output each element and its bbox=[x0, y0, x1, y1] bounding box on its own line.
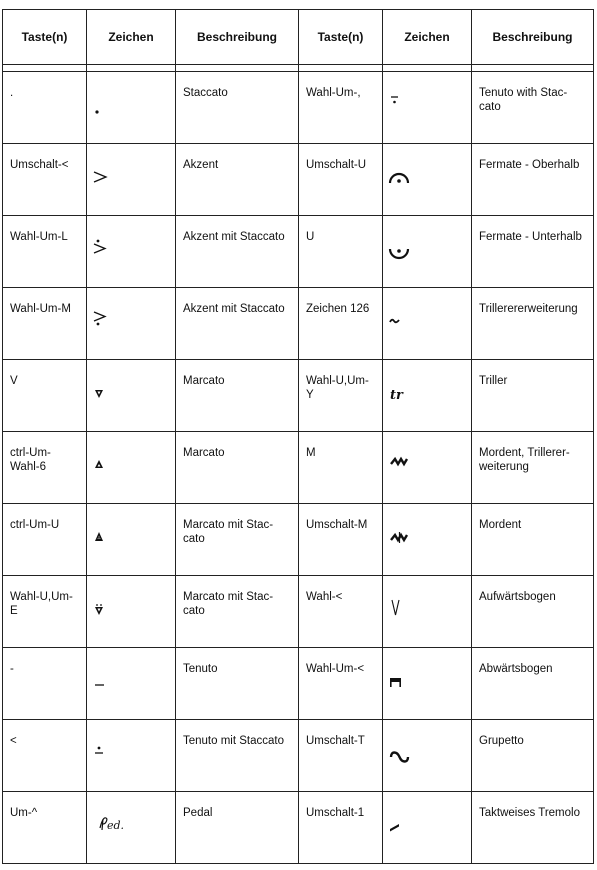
staccato-dot-icon bbox=[92, 100, 116, 124]
description-label: Fermate - Oberhalb bbox=[479, 159, 580, 171]
key-cell bbox=[299, 432, 383, 504]
description-cell bbox=[472, 432, 594, 504]
description-label: Marcato mit Stac-cato bbox=[183, 591, 274, 617]
description-label: Tenuto mit Staccato bbox=[183, 735, 284, 747]
table-row bbox=[3, 144, 594, 216]
symbol-cell bbox=[87, 504, 176, 576]
description-label: Staccato bbox=[183, 87, 228, 99]
table-row bbox=[3, 504, 594, 576]
key-cell bbox=[3, 504, 87, 576]
description-label: Tenuto with Stac-cato bbox=[479, 87, 568, 113]
header-description-2: Beschreibung bbox=[472, 10, 594, 65]
symbol-cell bbox=[87, 648, 176, 720]
key-cell bbox=[3, 432, 87, 504]
description-cell bbox=[472, 72, 594, 144]
description-label: Pedal bbox=[183, 807, 213, 819]
key-label: Umschalt-U bbox=[306, 159, 367, 171]
symbol-cell bbox=[383, 504, 472, 576]
key-label: ctrl-Um-U bbox=[10, 519, 60, 531]
description-cell bbox=[472, 360, 594, 432]
description-cell bbox=[472, 720, 594, 792]
shortcut-table bbox=[2, 9, 594, 864]
description-cell bbox=[176, 288, 299, 360]
table-row bbox=[3, 360, 594, 432]
description-cell bbox=[472, 216, 594, 288]
table-row bbox=[3, 648, 594, 720]
key-cell bbox=[3, 720, 87, 792]
table-row bbox=[3, 72, 594, 144]
key-cell bbox=[3, 72, 87, 144]
description-cell bbox=[472, 288, 594, 360]
symbol-cell bbox=[383, 144, 472, 216]
fermata-above-icon bbox=[388, 172, 412, 196]
key-cell bbox=[299, 648, 383, 720]
accent-staccato-above-icon bbox=[92, 240, 116, 264]
table-row bbox=[3, 432, 594, 504]
description-cell bbox=[176, 432, 299, 504]
description-cell bbox=[472, 504, 594, 576]
description-label: Mordent bbox=[479, 519, 522, 531]
key-cell bbox=[3, 360, 87, 432]
fermata-below-icon bbox=[388, 246, 412, 270]
symbol-cell bbox=[383, 792, 472, 864]
description-cell bbox=[176, 360, 299, 432]
symbol-cell bbox=[383, 360, 472, 432]
key-cell bbox=[299, 216, 383, 288]
description-cell bbox=[472, 792, 594, 864]
key-label: Um-^ bbox=[10, 807, 38, 819]
description-label: Grupetto bbox=[479, 735, 524, 747]
description-cell bbox=[176, 792, 299, 864]
key-cell bbox=[299, 72, 383, 144]
tenuto-staccato-icon bbox=[388, 94, 412, 118]
description-cell bbox=[176, 216, 299, 288]
key-label: Wahl-< bbox=[306, 591, 343, 603]
symbol-cell bbox=[383, 576, 472, 648]
symbol-cell bbox=[383, 432, 472, 504]
description-cell bbox=[176, 720, 299, 792]
table-row bbox=[3, 720, 594, 792]
header-row bbox=[3, 10, 594, 65]
description-label: Aufwärtsbogen bbox=[479, 591, 556, 603]
marcato-down-icon bbox=[92, 388, 116, 412]
header-keys-2: Taste(n) bbox=[299, 10, 383, 65]
tremolo-slash-icon bbox=[388, 820, 412, 844]
symbol-cell bbox=[87, 576, 176, 648]
key-cell bbox=[3, 288, 87, 360]
symbol-cell bbox=[383, 648, 472, 720]
description-label: Mordent, Trillerer-weiterung bbox=[479, 447, 570, 473]
description-cell bbox=[176, 576, 299, 648]
turn-icon bbox=[388, 750, 412, 774]
symbol-cell bbox=[87, 288, 176, 360]
pedal-icon bbox=[92, 816, 126, 840]
symbol-cell bbox=[87, 72, 176, 144]
key-label: Umschalt-T bbox=[306, 735, 365, 747]
header-description-1: Beschreibung bbox=[176, 10, 299, 65]
description-label: Akzent mit Staccato bbox=[183, 303, 285, 315]
symbol-cell bbox=[383, 216, 472, 288]
key-cell bbox=[3, 576, 87, 648]
description-cell bbox=[472, 648, 594, 720]
symbol-cell bbox=[87, 792, 176, 864]
description-label: Fermate - Unterhalb bbox=[479, 231, 582, 243]
header-gap-row bbox=[3, 65, 594, 72]
description-label: Akzent mit Staccato bbox=[183, 231, 285, 243]
key-label: < bbox=[10, 735, 17, 747]
header-symbol-1: Zeichen bbox=[87, 10, 176, 65]
description-cell bbox=[472, 144, 594, 216]
svg-text:ed.: ed. bbox=[107, 819, 125, 832]
key-cell bbox=[299, 720, 383, 792]
description-label: Akzent bbox=[183, 159, 219, 171]
key-label: Wahl-Um-M bbox=[10, 303, 71, 315]
table-row bbox=[3, 792, 594, 864]
svg-text:tr: tr bbox=[390, 388, 403, 403]
key-label: Wahl-U,Um-Y bbox=[306, 375, 369, 401]
accent-staccato-below-icon bbox=[92, 312, 116, 336]
mordent-trill-icon bbox=[388, 456, 412, 480]
table-row bbox=[3, 576, 594, 648]
tenuto-staccato-below-icon bbox=[92, 746, 116, 770]
key-cell bbox=[3, 648, 87, 720]
trill-icon bbox=[388, 388, 412, 412]
description-cell bbox=[176, 648, 299, 720]
description-cell bbox=[176, 504, 299, 576]
key-cell bbox=[299, 288, 383, 360]
key-cell bbox=[299, 504, 383, 576]
key-label: Wahl-U,Um-E bbox=[10, 591, 73, 617]
table-row bbox=[3, 288, 594, 360]
description-label: Triller bbox=[479, 375, 508, 387]
table-row bbox=[3, 216, 594, 288]
up-bow-icon bbox=[388, 600, 412, 624]
key-label: M bbox=[306, 447, 316, 459]
down-bow-icon bbox=[388, 676, 412, 700]
symbol-cell bbox=[383, 288, 472, 360]
key-cell bbox=[3, 216, 87, 288]
key-cell bbox=[3, 792, 87, 864]
description-cell bbox=[472, 576, 594, 648]
key-label: Wahl-Um-, bbox=[306, 87, 361, 99]
symbol-cell bbox=[383, 720, 472, 792]
key-label: Umschalt-M bbox=[306, 519, 368, 531]
key-label: Wahl-Um-< bbox=[306, 663, 365, 675]
key-cell bbox=[299, 576, 383, 648]
marcato-staccato-down-icon bbox=[92, 604, 116, 628]
header-keys-1: Taste(n) bbox=[3, 10, 87, 65]
key-label: . bbox=[10, 87, 14, 99]
symbol-cell bbox=[87, 432, 176, 504]
key-cell bbox=[299, 144, 383, 216]
description-label: Taktweises Tremolo bbox=[479, 807, 580, 819]
accent-icon bbox=[92, 172, 116, 196]
marcato-staccato-up-icon bbox=[92, 532, 116, 556]
key-label: Wahl-Um-L bbox=[10, 231, 68, 243]
description-label: Marcato bbox=[183, 375, 225, 387]
key-label: Umschalt-< bbox=[10, 159, 69, 171]
marcato-up-icon bbox=[92, 460, 116, 484]
key-label: V bbox=[10, 375, 18, 387]
key-label: U bbox=[306, 231, 315, 243]
symbol-cell bbox=[87, 360, 176, 432]
key-label: - bbox=[10, 663, 14, 675]
key-label: ctrl-Um-Wahl-6 bbox=[10, 447, 51, 473]
mordent-icon bbox=[388, 532, 412, 556]
header-symbol-2: Zeichen bbox=[383, 10, 472, 65]
description-label: Tenuto bbox=[183, 663, 218, 675]
key-cell bbox=[299, 360, 383, 432]
description-cell bbox=[176, 144, 299, 216]
description-label: Marcato mit Stac-cato bbox=[183, 519, 274, 545]
trill-extension-icon bbox=[388, 318, 412, 342]
symbol-cell bbox=[87, 216, 176, 288]
description-label: Trillerererweiterung bbox=[479, 303, 578, 315]
symbol-cell bbox=[383, 72, 472, 144]
key-cell bbox=[3, 144, 87, 216]
symbol-cell bbox=[87, 144, 176, 216]
symbol-cell bbox=[87, 720, 176, 792]
key-label: Umschalt-1 bbox=[306, 807, 365, 819]
description-cell bbox=[176, 72, 299, 144]
key-label: Zeichen 126 bbox=[306, 303, 370, 315]
description-label: Marcato bbox=[183, 447, 225, 459]
tenuto-icon bbox=[92, 682, 116, 706]
description-label: Abwärtsbogen bbox=[479, 663, 553, 675]
key-cell bbox=[299, 792, 383, 864]
